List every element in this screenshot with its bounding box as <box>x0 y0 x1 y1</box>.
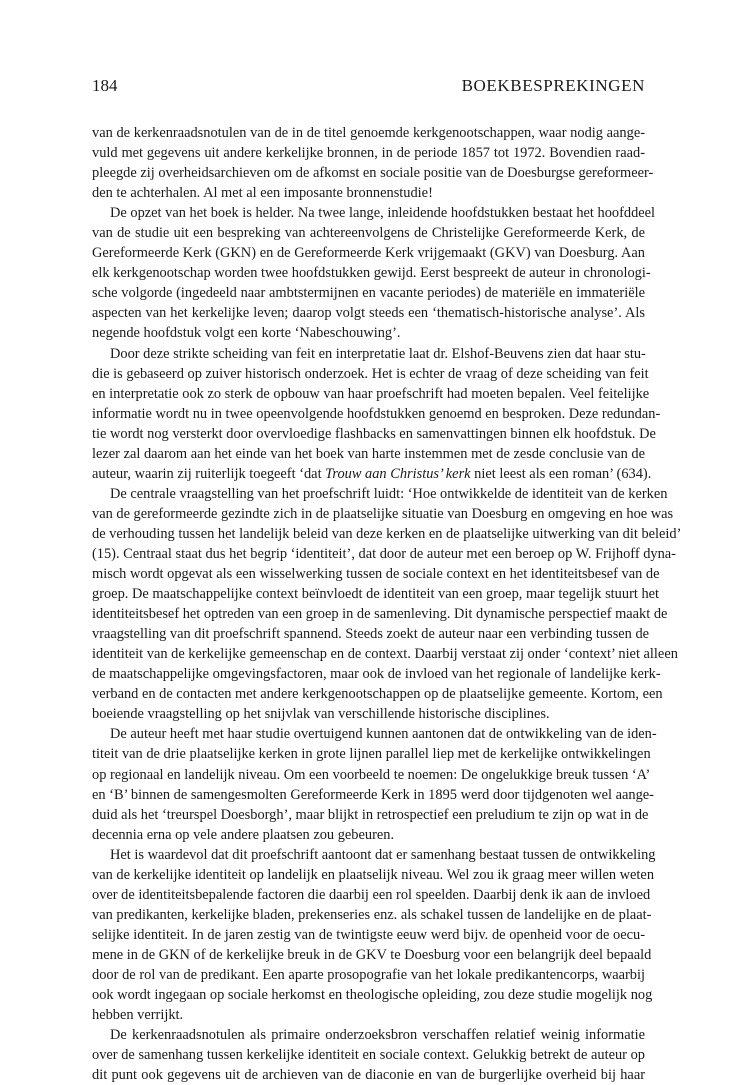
text-line <box>92 524 682 544</box>
text-line <box>92 885 651 905</box>
text-segment: De auteur heeft met haar studie overtuigend kunnen aantonen dat de ontwikkeling van de iden- <box>110 726 657 743</box>
text-line <box>92 785 654 805</box>
text-line <box>92 143 645 163</box>
text-segment: lezer zal daarom aan het einde van het boek van harte instemmen met de zesde conclusie van de <box>92 445 645 462</box>
text-line <box>92 965 645 985</box>
text-segment: selijke identiteit. In de jaren zestig van de twintigste eeuw werd bijv. de openheid voor de oecu- <box>92 926 645 943</box>
text-segment: tie wordt nog versterkt door overvloedige flashbacks en samenvattingen binnen elk hoofdstuk. De <box>92 425 656 442</box>
text-line <box>92 444 645 464</box>
text-segment: den te achterhalen. Al met al een imposante bronnenstudie! <box>92 185 433 202</box>
text-line <box>92 203 656 223</box>
text-line <box>92 1045 645 1065</box>
text-line <box>92 223 645 243</box>
text-segment: van de kerkenraadsnotulen van de in de titel genoemde kerkgenootschappen, waar nodig aange- <box>92 125 645 141</box>
text-segment: van de studie uit een bespreking van achtereenvolgens de Christelijke Gereformeerde Kerk, de <box>92 225 645 242</box>
text-segment: Het is waardevol dat dit proefschrift aantoont dat er samenhang bestaat tussen de ontwikkeling <box>110 846 656 863</box>
text-segment: over de samenhang tussen kerkelijke identiteit en sociale context. Gelukkig betrekt de auteur op <box>92 1047 645 1064</box>
text-line <box>92 905 652 925</box>
text-segment: De centrale vraagstelling van het proefschrift luidt: ‘Hoe ontwikkelde de identiteit van de kerken <box>110 485 668 502</box>
text-segment: op regionaal en landelijk niveau. Om een voorbeeld te noemen: De ongelukkige breuk tussen ‘A’ <box>92 766 651 783</box>
text-line <box>92 644 678 664</box>
text-segment: (15). Centraal staat dus het begrip ‘identiteit’, dat door de auteur met een beroep op W. Frijhoff dyna- <box>92 545 676 562</box>
text-line <box>92 865 655 885</box>
text-segment: dit punt ook gegevens uit de archieven van de diaconie en van de burgerlijke overheid bij haar <box>92 1067 645 1084</box>
text-segment: ook wordt ingegaan op sociale herkomst en theologische opleiding, zou deze studie mogelijk nog <box>92 987 653 1004</box>
text-line <box>92 303 645 323</box>
running-title: BOEKBESPREKINGEN <box>461 76 645 95</box>
text-segment: sche volgorde (ingedeeld naar ambtstermijnen en vacante periodes) de materiële en immateriële <box>92 285 645 302</box>
text-segment: hebben verrijkt. <box>92 1007 184 1024</box>
text-segment: decennia erna op vele andere plaatsen zou gebeuren. <box>92 826 395 843</box>
text-segment: van de kerkelijke identiteit op landelijk en plaatselijk niveau. Wel zou ik graag meer willen weten <box>92 866 655 883</box>
text-line <box>92 664 661 684</box>
book-title-italic: Trouw aan Christus’ kerk <box>325 465 471 482</box>
text-segment: informatie wordt nu in twee opeenvolgende hoofdstukken genoemd en besproken. Deze redundan- <box>92 405 661 422</box>
text-line <box>92 344 645 364</box>
text-line <box>92 1065 645 1085</box>
text-line <box>92 163 654 183</box>
text-segment: duid als het ‘treurspel Doesborgh’, maar blijkt in retrospectief een preludium te zijn op wat in de <box>92 806 649 823</box>
text-line <box>92 484 668 504</box>
text-segment: en ‘B’ binnen de samengesmolten Gereformeerde Kerk in 1895 werd door tijdgenoten wel aange- <box>92 786 654 803</box>
text-segment: over de identiteitsbepalende factoren die daarbij een rol speelden. Daarbij denk ik aan de invloed <box>92 886 651 903</box>
text-line <box>92 925 645 945</box>
text-line <box>92 825 645 845</box>
review-text <box>92 123 682 1085</box>
text-segment: niet leest als een roman’ (634). <box>470 465 652 482</box>
text-segment: en interpretatie ook zo sterk de opbouw van haar proefschrift had moeten bepalen. Veel feitelijke <box>92 385 650 402</box>
text-line <box>92 183 645 203</box>
text-segment: de verhouding tussen het landelijk beleid van deze kerken en de plaatselijke uitwerking van dit beleid’ <box>92 525 682 542</box>
text-segment: door de rol van de predikant. Een aparte prosopografie van het lokale predikantencorps, waarbij <box>92 966 645 983</box>
text-line <box>92 765 651 785</box>
text-line <box>92 504 674 524</box>
text-segment: verband en de contacten met andere kerkgenootschappen op de plaatselijke gemeente. Kortom, een <box>92 686 663 703</box>
text-segment: boeiende vraagstelling op het snijvlak van verschillende historische disciplines. <box>92 706 550 723</box>
text-line <box>92 263 651 283</box>
text-line <box>92 584 660 604</box>
text-segment: auteur, waarin zij ruiterlijk toegeeft ‘dat <box>92 465 326 482</box>
text-segment: Door deze strikte scheiding van feit en interpretatie laat dr. Elshof-Beuvens zien dat haar stu- <box>110 345 646 362</box>
text-segment: mene in de GKN of de kerkelijke breuk in de GKV te Doesburg voor een belangrijk deel bepaald <box>92 946 652 963</box>
text-segment: identiteitsbesef het optreden van een groep in de samenleving. Dit dynamische perspectief maakt de <box>92 606 668 623</box>
text-segment: identiteit van de kerkelijke gemeenschap en de context. Daarbij verstaat zij onder ‘context’ niet alleen <box>92 646 678 663</box>
text-segment: De kerkenraadsnotulen als primaire onderzoeksbron verschaffen relatief weinig informatie <box>110 1027 645 1044</box>
text-segment: die is gebaseerd op zuiver historisch onderzoek. Het is echter de vraag of deze scheiding van feit <box>92 365 649 382</box>
text-segment: Gereformeerde Kerk (GKN) en de Gereformeerde Kerk vrijgemaakt (GKV) van Doesburg. Aan <box>92 245 645 262</box>
text-line <box>92 1025 645 1045</box>
text-line <box>92 704 645 724</box>
text-line <box>92 323 645 343</box>
text-line <box>92 424 656 444</box>
text-segment: De opzet van het boek is helder. Na twee lange, inleidende hoofdstukken bestaat het hoofddeel <box>110 205 656 222</box>
page-number: 184 <box>92 76 118 95</box>
page-header <box>92 76 645 98</box>
text-line <box>92 1005 645 1025</box>
text-segment: groep. De maatschappelijke context beïnvloedt de identiteit van een groep, maar tegelijk stuurt het <box>92 586 660 603</box>
text-line <box>92 724 657 744</box>
text-segment: negende hoofdstuk volgt een korte ‘Nabeschouwing’. <box>92 325 401 342</box>
text-segment: aspecten van het kerkelijke leven; daarop volgt steeds een ‘thematisch-historische analyse’. Als <box>92 305 645 322</box>
text-line <box>92 123 645 143</box>
text-line <box>92 283 645 303</box>
text-segment: van de gereformeerde gezindte zich in de plaatselijke situatie van Doesburg en omgeving en hoe was <box>92 505 674 522</box>
text-segment: de maatschappelijke omgevingsfactoren, maar ook de invloed van het regionale of landelijke kerk- <box>92 666 661 683</box>
text-line <box>92 384 650 404</box>
text-line <box>92 544 676 564</box>
text-line <box>92 985 653 1005</box>
text-line <box>92 604 668 624</box>
text-line <box>92 624 650 644</box>
text-line <box>92 945 652 965</box>
text-segment: van predikanten, kerkelijke bladen, prekenseries enz. als schakel tussen de landelijke en de plaat- <box>92 906 652 923</box>
text-line <box>92 404 661 424</box>
text-segment: elk kerkgenootschap worden twee hoofdstukken gewijd. Eerst bespreekt de auteur in chronologi- <box>92 265 651 282</box>
text-line <box>92 845 656 865</box>
text-line <box>92 684 663 704</box>
text-segment: misch wordt opgevat als een wisselwerking tussen de sociale context en het identiteitsbesef van de <box>92 566 660 583</box>
text-line <box>92 744 651 764</box>
text-line <box>92 243 645 263</box>
text-segment: titeit van de drie plaatselijke kerken in grote lijnen parallel liep met de kerkelijke ontwikkelingen <box>92 746 651 763</box>
text-line <box>92 364 649 384</box>
text-segment: pleegde zij overheidsarchieven om de afkomst en sociale positie van de Doesburgse gereformeer- <box>92 165 654 182</box>
text-segment: vraagstelling van dit proefschrift spannend. Steeds zoekt de auteur naar een verbinding tussen de <box>92 626 650 643</box>
text-line <box>92 464 652 484</box>
text-segment: vuld met gegevens uit andere kerkelijke bronnen, in de periode 1857 tot 1972. Bovendien raad- <box>92 145 645 162</box>
text-line <box>92 564 660 584</box>
text-line <box>92 805 649 825</box>
